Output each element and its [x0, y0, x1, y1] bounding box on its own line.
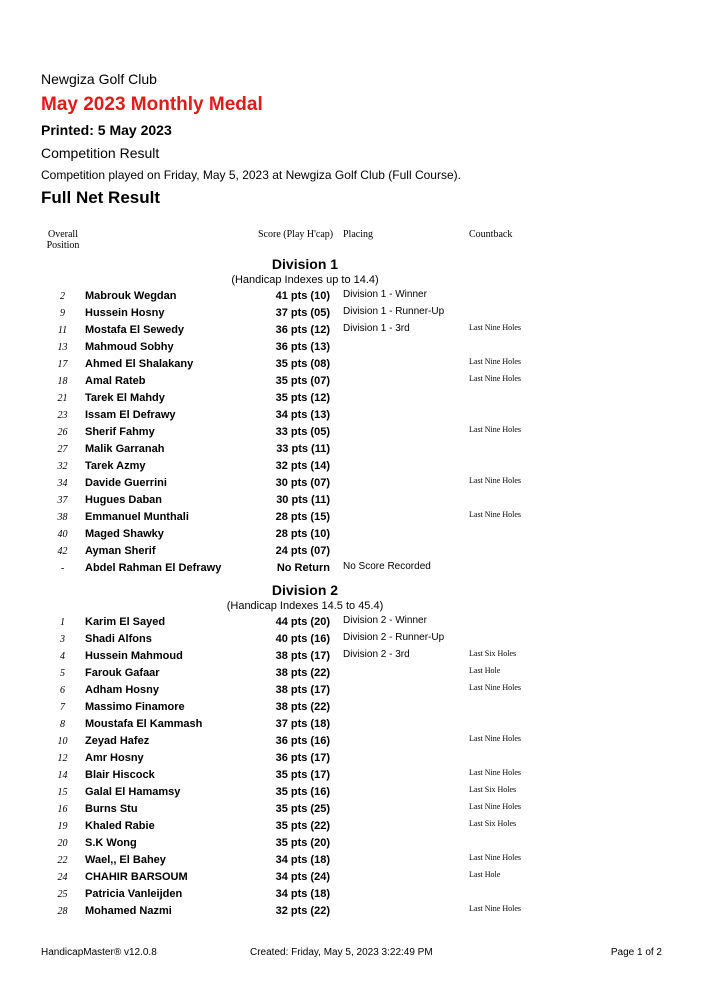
division-subtitle: (Handicap Indexes 14.5 to 45.4) [226, 600, 384, 612]
player-score: 28 pts (15) [275, 511, 330, 523]
countback-note: Last Nine Holes [469, 853, 521, 862]
overall-position: 37 [57, 495, 68, 506]
player-score: 34 pts (24) [275, 871, 330, 883]
player-name: Issam El Defrawy [85, 409, 176, 421]
overall-position: 25 [57, 889, 68, 900]
player-score: 35 pts (08) [275, 358, 330, 370]
overall-position: 13 [57, 342, 68, 353]
countback-note: Last Nine Holes [469, 374, 521, 383]
player-score: 36 pts (16) [275, 735, 330, 747]
countback-note: Last Hole [469, 666, 501, 675]
result-row [0, 818, 707, 835]
player-name: Sherif Fahmy [85, 426, 155, 438]
player-placing: Division 1 - 3rd [343, 323, 410, 334]
player-name: Karim El Sayed [85, 616, 166, 628]
player-name: Adham Hosny [85, 684, 159, 696]
overall-position: 24 [57, 872, 68, 883]
player-score: 38 pts (17) [275, 684, 330, 696]
countback-note: Last Nine Holes [469, 425, 521, 434]
player-score: 37 pts (18) [275, 718, 330, 730]
player-name: Patricia Vanleijden [85, 888, 183, 900]
result-row [0, 835, 707, 852]
overall-position: 34 [57, 478, 68, 489]
player-name: Wael,, El Bahey [85, 854, 166, 866]
player-name: Moustafa El Kammash [85, 718, 203, 730]
player-name: Shadi Alfons [85, 633, 152, 645]
countback-note: Last Nine Holes [469, 323, 521, 332]
overall-position: 23 [57, 410, 68, 421]
division-title: Division 2 [271, 582, 339, 598]
player-name: Massimo Finamore [85, 701, 185, 713]
overall-position: 10 [57, 736, 68, 747]
player-name: Abdel Rahman El Defrawy [85, 562, 222, 574]
result-row [0, 886, 707, 903]
player-score: 30 pts (07) [275, 477, 330, 489]
result-row [0, 407, 707, 424]
overall-position: 14 [57, 770, 68, 781]
overall-position: 16 [57, 804, 68, 815]
result-row [0, 475, 707, 492]
footer-page-number: Page 1 of 2 [610, 947, 662, 958]
overall-position: 8 [60, 719, 65, 730]
overall-position: 27 [57, 444, 68, 455]
player-placing: No Score Recorded [343, 561, 431, 572]
division-subtitle: (Handicap Indexes up to 14.4) [231, 274, 379, 286]
countback-note: Last Nine Holes [469, 683, 521, 692]
player-name: Davide Guerrini [85, 477, 167, 489]
player-score: 34 pts (18) [275, 888, 330, 900]
result-row [0, 492, 707, 509]
overall-position: 3 [60, 634, 65, 645]
result-row [0, 801, 707, 818]
overall-position: 11 [57, 325, 68, 336]
result-row [0, 699, 707, 716]
player-score: 38 pts (22) [275, 667, 330, 679]
result-row [0, 648, 707, 665]
result-row [0, 852, 707, 869]
countback-note: Last Nine Holes [469, 802, 521, 811]
footer-software: HandicapMaster® v12.0.8 [41, 947, 157, 958]
player-score: 35 pts (16) [275, 786, 330, 798]
player-name: Malik Garranah [85, 443, 165, 455]
player-score: 41 pts (10) [275, 290, 330, 302]
overall-position: 17 [57, 359, 68, 370]
result-row [0, 560, 707, 577]
player-name: Hussein Mahmoud [85, 650, 183, 662]
section-title: Full Net Result [41, 188, 161, 207]
overall-position: 7 [60, 702, 65, 713]
countback-note: Last Nine Holes [469, 734, 521, 743]
countback-note: Last Nine Holes [469, 357, 521, 366]
player-score: 24 pts (07) [275, 545, 330, 557]
result-row [0, 509, 707, 526]
overall-position: 6 [60, 685, 65, 696]
column-header-score: Score (Play H'cap) [258, 229, 334, 240]
competition-played-info: Competition played on Friday, May 5, 2023 at Newgiza Golf Club (Full Course). [41, 168, 461, 182]
player-placing: Division 1 - Winner [343, 289, 427, 300]
result-row [0, 767, 707, 784]
player-score: 32 pts (22) [275, 905, 330, 917]
overall-position: 20 [57, 838, 68, 849]
player-name: Mabrouk Wegdan [85, 290, 177, 302]
player-name: Zeyad Hafez [85, 735, 150, 747]
result-row [0, 750, 707, 767]
competition-result-heading: Competition Result [41, 145, 160, 161]
countback-note: Last Nine Holes [469, 476, 521, 485]
result-row [0, 339, 707, 356]
column-header-countback: Countback [469, 229, 513, 240]
overall-position: 22 [57, 855, 68, 866]
overall-position: 18 [57, 376, 68, 387]
overall-position: 21 [57, 393, 68, 404]
player-score: 33 pts (11) [276, 443, 330, 455]
player-score: 33 pts (05) [275, 426, 330, 438]
player-name: CHAHIR BARSOUM [85, 871, 188, 883]
column-header-position: Overall Position [46, 229, 80, 251]
column-header-placing: Placing [343, 229, 373, 240]
result-row [0, 288, 707, 305]
player-name: Khaled Rabie [85, 820, 155, 832]
overall-position: 9 [60, 308, 65, 319]
player-score: 36 pts (12) [275, 324, 330, 336]
player-placing: Division 1 - Runner-Up [343, 306, 445, 317]
player-score: 34 pts (18) [275, 854, 330, 866]
player-score: 35 pts (12) [275, 392, 330, 404]
player-name: Amr Hosny [85, 752, 144, 764]
result-row [0, 526, 707, 543]
player-name: Emmanuel Munthali [85, 511, 189, 523]
player-name: Amal Rateb [85, 375, 146, 387]
overall-position: 5 [60, 668, 65, 679]
overall-position: 32 [57, 461, 68, 472]
overall-position: 4 [60, 651, 65, 662]
overall-position: 12 [57, 753, 68, 764]
countback-note: Last Nine Holes [469, 510, 521, 519]
player-name: Blair Hiscock [85, 769, 155, 781]
player-name: Maged Shawky [85, 528, 164, 540]
player-score: 36 pts (13) [275, 341, 330, 353]
player-name: Ahmed El Shalakany [85, 358, 194, 370]
player-score: 38 pts (22) [275, 701, 330, 713]
player-score: 38 pts (17) [275, 650, 330, 662]
overall-position: 15 [57, 787, 68, 798]
countback-note: Last Nine Holes [469, 768, 521, 777]
player-name: Burns Stu [85, 803, 138, 815]
overall-position: 26 [57, 427, 68, 438]
player-name: Tarek Azmy [85, 460, 146, 472]
player-placing: Division 2 - 3rd [343, 649, 410, 660]
player-score: 35 pts (25) [275, 803, 330, 815]
result-row [0, 356, 707, 373]
result-row [0, 682, 707, 699]
player-score: 37 pts (05) [275, 307, 330, 319]
player-score: 35 pts (22) [275, 820, 330, 832]
overall-position: 28 [57, 906, 68, 917]
result-row [0, 733, 707, 750]
player-score: 44 pts (20) [275, 616, 330, 628]
player-placing: Division 2 - Winner [343, 615, 427, 626]
printed-date: Printed: 5 May 2023 [41, 122, 172, 138]
player-name: Ayman Sherif [85, 545, 156, 557]
player-score: 35 pts (07) [275, 375, 330, 387]
result-row [0, 614, 707, 631]
result-row [0, 390, 707, 407]
player-score: 34 pts (13) [275, 409, 330, 421]
player-score: 35 pts (20) [275, 837, 330, 849]
player-score: 28 pts (10) [275, 528, 330, 540]
player-placing: Division 2 - Runner-Up [343, 632, 445, 643]
result-row [0, 458, 707, 475]
player-name: Mohamed Nazmi [85, 905, 172, 917]
player-score: 40 pts (16) [275, 633, 330, 645]
player-name: Mahmoud Sobhy [85, 341, 174, 353]
player-name: Tarek El Mahdy [85, 392, 165, 404]
overall-position: 40 [57, 529, 68, 540]
player-name: Farouk Gafaar [85, 667, 160, 679]
club-name: Newgiza Golf Club [41, 71, 157, 87]
result-row [0, 424, 707, 441]
result-row [0, 631, 707, 648]
result-row [0, 869, 707, 886]
player-name: Hugues Daban [85, 494, 163, 506]
result-row [0, 665, 707, 682]
result-row [0, 373, 707, 390]
overall-position: 1 [60, 617, 65, 628]
player-name: Hussein Hosny [85, 307, 165, 319]
player-score: 36 pts (17) [275, 752, 330, 764]
player-score: 35 pts (17) [275, 769, 330, 781]
overall-position: 38 [57, 512, 68, 523]
overall-position: - [60, 563, 65, 574]
division-title: Division 1 [271, 256, 339, 272]
countback-note: Last Hole [469, 870, 501, 879]
countback-note: Last Nine Holes [469, 904, 521, 913]
overall-position: 19 [57, 821, 68, 832]
player-score: 30 pts (11) [276, 494, 330, 506]
result-row [0, 441, 707, 458]
player-score: 32 pts (14) [275, 460, 330, 472]
result-row [0, 784, 707, 801]
countback-note: Last Six Holes [469, 649, 517, 658]
competition-title: May 2023 Monthly Medal [41, 94, 263, 115]
result-row [0, 322, 707, 339]
player-name: Galal El Hamamsy [85, 786, 181, 798]
result-row [0, 305, 707, 322]
overall-position: 2 [60, 291, 65, 302]
player-score: No Return [276, 562, 330, 574]
result-row [0, 903, 707, 920]
overall-position: 42 [57, 546, 68, 557]
player-name: Mostafa El Sewedy [85, 324, 185, 336]
countback-note: Last Six Holes [469, 819, 517, 828]
result-row [0, 543, 707, 560]
result-row [0, 716, 707, 733]
countback-note: Last Six Holes [469, 785, 517, 794]
player-name: S.K Wong [85, 837, 137, 849]
footer-created: Created: Friday, May 5, 2023 3:22:49 PM [250, 947, 433, 958]
